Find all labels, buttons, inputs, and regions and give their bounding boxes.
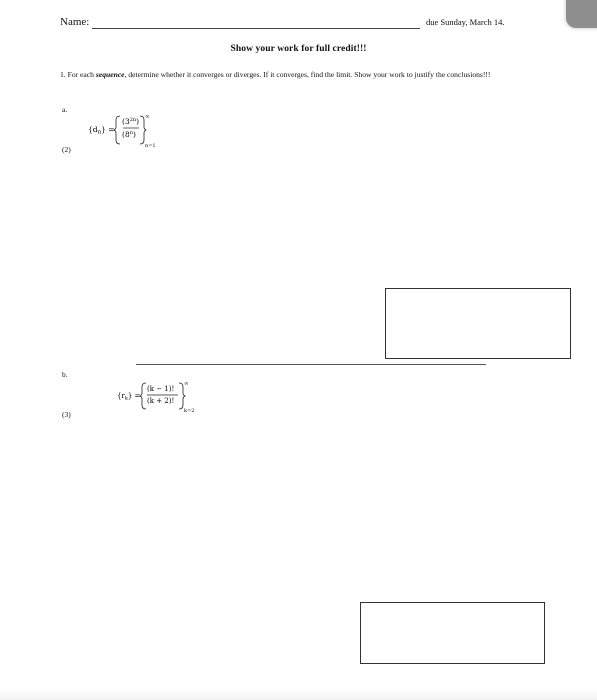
name-label: Name:	[60, 16, 90, 28]
part-b-points: (3)	[62, 410, 71, 419]
formula-a-denominator: (8$^n$)	[122, 130, 136, 139]
question-number: 1.	[60, 70, 66, 79]
formula-a-left-brace	[114, 116, 120, 144]
page-bottom-edge	[0, 688, 597, 700]
part-a-label: a.	[62, 105, 68, 114]
answer-box-b[interactable]	[360, 602, 545, 664]
formula-b-denominator: (k + 2)!	[147, 397, 175, 405]
page-heading: Show your work for full credit!!!	[230, 44, 367, 54]
question-instructions	[60, 70, 530, 80]
formula-a-lhs: $\{d_n\}$ =	[88, 125, 115, 136]
formula-b-upper-limit: ∞	[184, 381, 189, 387]
part-a-points: (2)	[62, 145, 71, 154]
formula-b-lhs: $\{r_k\}$ =	[117, 392, 141, 402]
part-b-label: b.	[62, 370, 68, 379]
formula-b-left-brace	[140, 383, 146, 409]
sequence-a-formula	[84, 110, 174, 150]
instructions-text-end: , determine whether it converges or diverges. If it converges, find the limit. Show your work to justify the conclusions!!!	[124, 70, 491, 79]
formula-b-numerator: (k − 1)!	[147, 385, 175, 393]
formula-a-lower-limit: n=1	[145, 143, 156, 149]
instructions-emphasis: sequence	[95, 70, 125, 79]
sequence-b-formula	[114, 378, 196, 416]
formula-a-numerator: $(3^{2n})$	[122, 117, 140, 126]
due-date: due Sunday, March 14.	[426, 17, 505, 27]
name-blank-line	[92, 28, 420, 29]
formula-a-upper-limit: ∞	[145, 114, 150, 120]
formula-b-lower-limit: k=2	[184, 408, 195, 414]
page-corner-tab[interactable]	[566, 0, 597, 28]
formula-a-right-brace	[140, 116, 146, 144]
section-divider	[136, 364, 486, 365]
instructions-text-start: For each	[67, 70, 96, 79]
answer-box-a[interactable]	[385, 288, 571, 359]
